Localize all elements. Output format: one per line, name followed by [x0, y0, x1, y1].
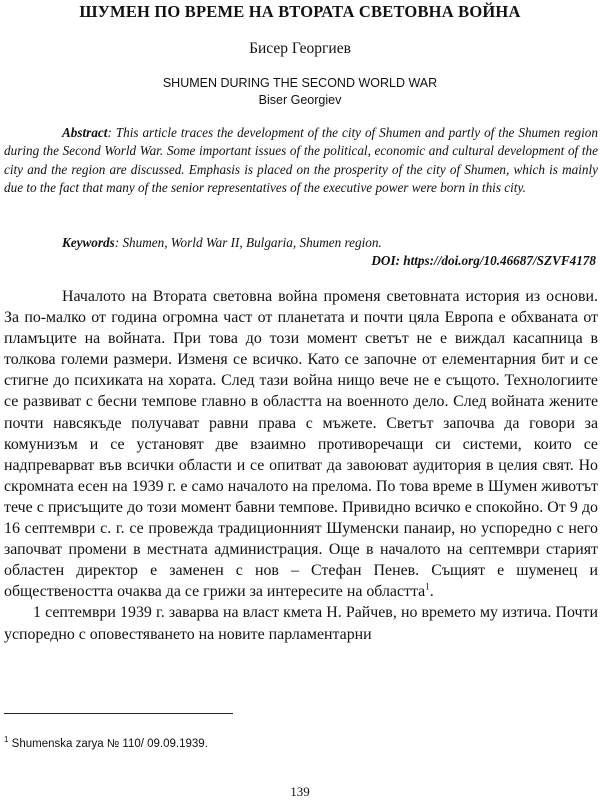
paragraph: 1 септември 1939 г. заварва на власт кмета Н. Райчев, но времето му изтича. Почти успоредно с оповестяването на новите парламентарни	[4, 604, 598, 643]
keywords	[62, 234, 382, 252]
footnote	[4, 735, 208, 750]
author-name: Бисер Георгиев	[249, 40, 351, 57]
paragraph-text: Началото на Втората световна война променя световната история из основи. За по-малко от година огромна част от планетата и почти цяла Европа е обхваната от пламъците на войната. При това до този момент светът не е виждал касапница в толкова големи размери. Изменя се всичко. Като се започне от елементарния бит и се стигне до психиката на хората. След тази война нищо вече не е същото. Технологиите се развиват с бесни темпове главно в областта на военното дело. След войната жените почти навсякъде получават равни права с мъжете. Светът започва да говори за комунизъм и се установят две взаимно противоречащи си системи, които се надпреварват във всички области и се опитват да завоюват аудитория в целия свят. Но скромната есен на 1939 г. е само началото на прелома. По това време в Шумен животът тече с присъщите до този момент бавни темпове. Привидно всичко е спокойно. От 9 до 16 септември с. г. се провежда традиционният Шуменски панаир, но успоредно с него започват промени в местната администрация. Още в началото на септември старият областен директор е заменен с нов – Стефан Пенев. Същият е шуменец и обществеността очаква да се грижи за интересите на областта	[4, 288, 598, 601]
abstract-text: : This article traces the development of the city of Shumen and partly of the Shumen region during the Second World War. Some important issues of the political, economic and cultural development of the city and the region are discussed. Emphasis is placed on the prosperity of the city of Shumen, which is mainly due to the fact that many of the senior representatives of the executive power were born in this city.	[4, 125, 598, 196]
page-number: 139	[290, 784, 310, 799]
footnote-mark: 1	[4, 735, 9, 745]
doi-link[interactable]: DOI: https://doi.org/10.46687/SZVF4178	[371, 253, 596, 268]
footnote-text: Shumenska zarya № 110/ 09.09.1939.	[8, 738, 208, 750]
abstract-label: Abstract	[62, 125, 108, 140]
english-author-name: Biser Georgiev	[258, 93, 342, 107]
keywords-label: Keywords	[62, 235, 115, 250]
paragraph-end: .	[429, 583, 434, 601]
page-title: ШУМЕН ПО ВРЕМЕ НА ВТОРАТА СВЕТОВНА ВОЙНА	[79, 2, 521, 21]
english-title: SHUMEN DURING THE SECOND WORLD WAR	[162, 76, 438, 90]
footnote-reference[interactable]: 1	[425, 582, 430, 593]
body-text	[4, 286, 598, 645]
paragraph	[4, 286, 598, 602]
keywords-text: : Shumen, World War II, Bulgaria, Shumen region.	[114, 235, 382, 250]
abstract	[4, 124, 598, 198]
footnote-divider	[4, 713, 233, 714]
